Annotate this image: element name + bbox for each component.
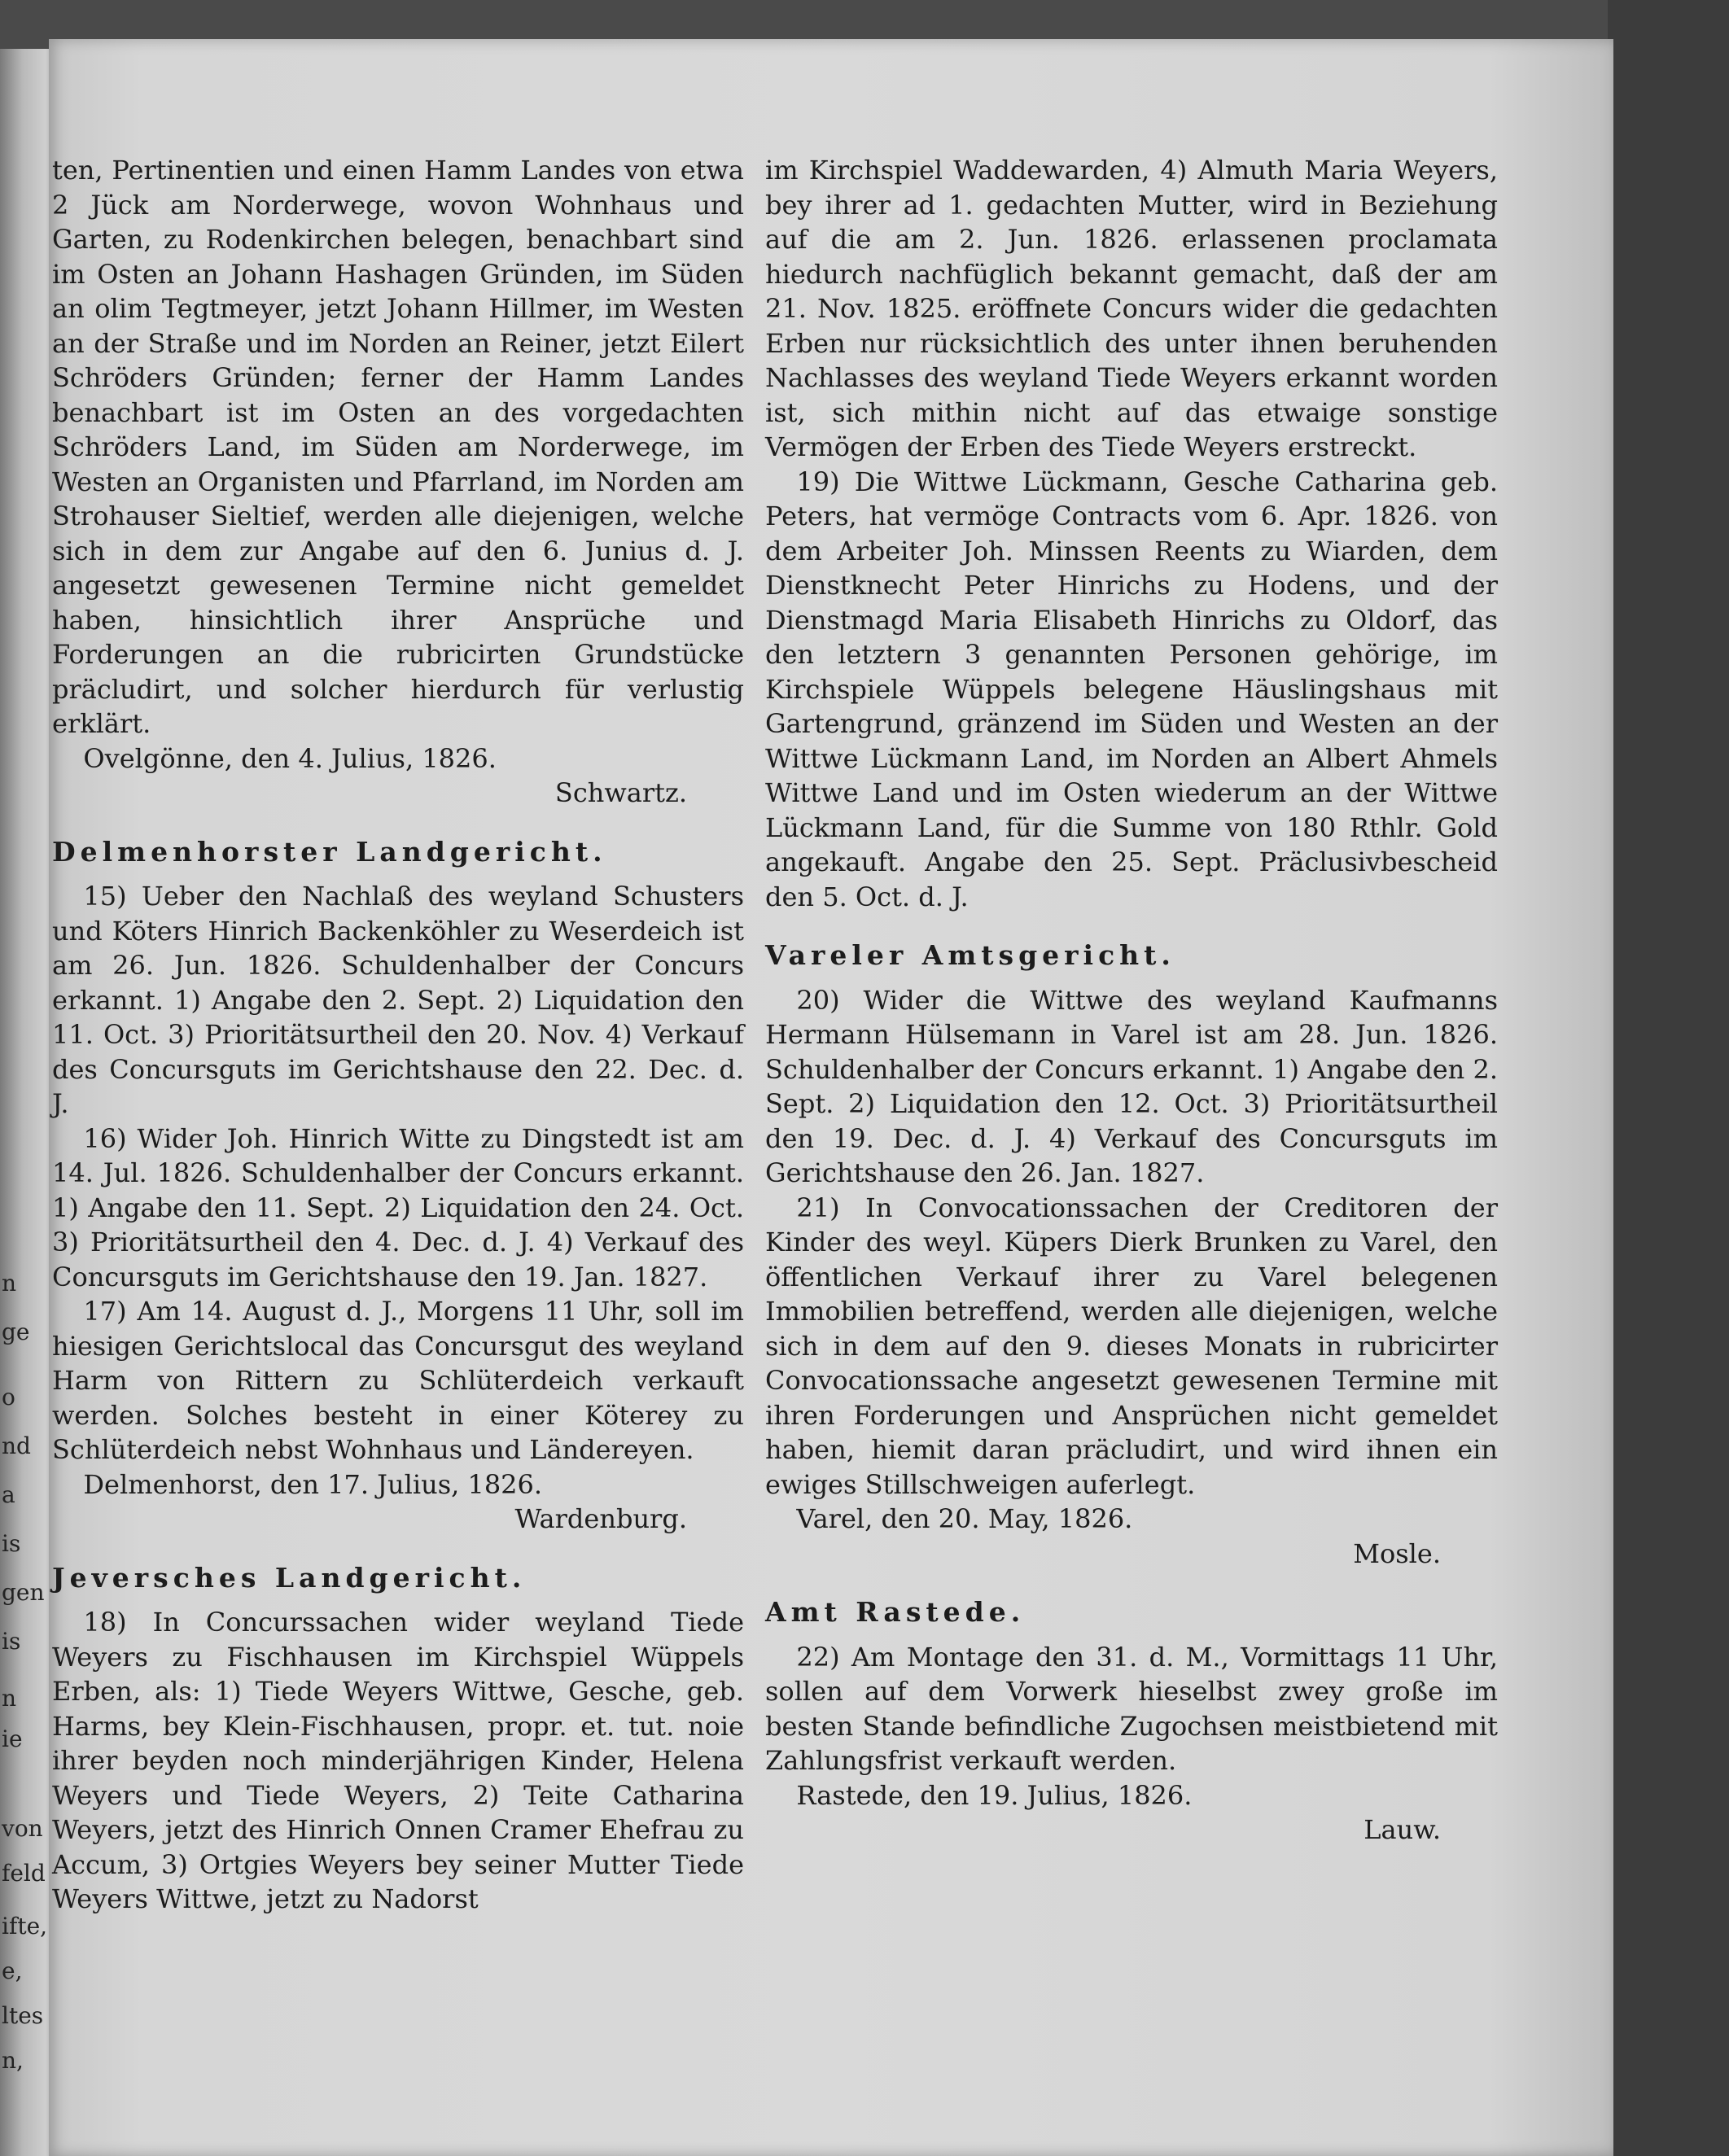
right-column [765, 153, 1498, 1848]
margin-fragment: nd [2, 1432, 31, 1459]
notice-item-19: 19) Die Wittwe Lückmann, Gesche Catharina geb. Peters, hat vermöge Contracts vom 6. Apr. 1826. von dem Arbeiter Joh. Minssen Reents zu Wiarden, dem Dienstknecht Peter Hinrichs zu Hodens, und der Dienstmagd Maria Elisabeth Hinrichs zu Oldorf, das den letztern 3 genannten Personen gehörige, im Kirchspiele Wüppels belegene Häuslingshaus mit Gartengrund, gränzend im Süden und Westen an der Wittwe Lückmann Land, im Norden an Albert Ahmels Wittwe Land und im Osten wiederum an der Wittwe Lückmann Land, für die Summe von 180 Rthlr. Gold angekauft. Angabe den 25. Sept. Präclusivbescheid den 5. Oct. d. J. [765, 466, 1498, 912]
notice-item-21: 21) In Convocationssachen der Creditoren der Kinder des weyl. Küpers Dierk Brunken zu Varel, den öffentlichen Verkauf ihrer zu Varel belegenen Immobilien betreffend, werden alle diejenigen, welche sich in dem auf den 9. dieses Monats in rubricirter Convocationssache angesetzt gewesenen Termine mit ihren Forderungen und Ansprüchen nicht gemeldet haben, hiemit daran präcludirt, und wird ihnen ein ewiges Stillschweigen auferlegt. [765, 1192, 1498, 1500]
margin-fragment: n [2, 1685, 17, 1712]
left-column [52, 153, 744, 1917]
section-heading-varel: Vareler Amtsgericht. [765, 939, 1175, 971]
notice-item-17: 17) Am 14. August d. J., Morgens 11 Uhr, soll im hiesigen Gerichtslocal das Concursgut des weyland Harm von Rittern zu Schlüterdeich verkauft werden. Solches besteht in einer Köterey zu Schlüterdeich nebst Wohnhaus und Ländereyen. [52, 1296, 744, 1465]
signature: Schwartz. [554, 777, 687, 808]
section-heading-rastede: Amt Rastede. [765, 1596, 1026, 1628]
notice-item-20: 20) Wider die Wittwe des weyland Kaufmanns Hermann Hülsemann in Varel ist am 28. Jun. 1826. Schuldenhalber der Concurs erkannt. 1) Angabe den 2. Sept. 2) Liquidation den 12. Oct. 3) Prioritätsurtheil den 19. Dec. d. J. 4) Verkauf des Concursguts im Gerichtshause den 26. Jan. 1827. [765, 984, 1498, 1188]
margin-fragment: ge [2, 1319, 30, 1345]
notice-item-18: 18) In Concurssachen wider weyland Tiede Weyers zu Fischhausen im Kirchspiel Wüppels Erben, als: 1) Tiede Weyers Wittwe, Gesche, geb. Harms, bey Klein-Fischhausen, propr. et. tut. noie ihrer beyden noch minderjährigen Kinder, Helena Weyers und Tiede Weyers, 2) Teite Catharina Weyers, jetzt des Hinrich Onnen Cramer Ehefrau zu Accum, 3) Ortgies Weyers bey seiner Mutter Tiede Weyers Wittwe, jetzt zu Nadorst [52, 1607, 744, 1914]
dateline: Ovelgönne, den 4. Julius, 1826. [83, 742, 497, 774]
margin-fragment: von [2, 1815, 43, 1842]
margin-fragment: is [2, 1530, 21, 1557]
section-heading-jever: Jeversches Landgericht. [52, 1561, 527, 1594]
notice-item-15: 15) Ueber den Nachlaß des weyland Schusters und Köters Hinrich Backenköhler zu Weserdeich ist am 26. Jun. 1826. Schuldenhalber der Concurs erkannt. 1) Angabe den 2. Sept. 2) Liquidation den 11. Oct. 3) Prioritätsurtheil den 20. Nov. 4) Verkauf des Concursguts im Gerichtshause den 22. Dec. d. J. [52, 881, 744, 1119]
dateline: Rastede, den 19. Julius, 1826. [796, 1779, 1193, 1811]
dateline: Varel, den 20. May, 1826. [796, 1503, 1133, 1534]
margin-fragment: ltes [2, 2002, 44, 2029]
dateline: Delmenhorst, den 17. Julius, 1826. [83, 1468, 543, 1500]
margin-fragment: ie [2, 1725, 23, 1752]
margin-fragment: a [2, 1481, 15, 1508]
document-page [49, 39, 1613, 2156]
margin-fragment: feld [2, 1860, 46, 1887]
margin-fragment: gen [2, 1579, 45, 1606]
margin-fragment: n [2, 1270, 17, 1297]
paragraph-continuation: im Kirchspiel Waddewarden, 4) Almuth Maria Weyers, bey ihrer ad 1. gedachten Mutter, wird in Beziehung auf die am 2. Jun. 1826. erlassenen proclamata hiedurch nachfüglich bekannt gemacht, daß der am 21. Nov. 1825. eröffnete Concurs wider die gedachten Erben nur rücksichtlich des unter ihnen beruhenden Nachlasses des weyland Tiede Weyers erkannt worden ist, sich mithin nicht auf das etwaige sonstige Vermögen der Erben des Tiede Weyers erstreckt. [765, 155, 1498, 462]
notice-item-22: 22) Am Montage den 31. d. M., Vormittags 11 Uhr, sollen auf dem Vorwerk hieselbst zwey große im besten Stande befindliche Zugochsen meistbietend mit Zahlungsfrist verkauft werden. [765, 1641, 1498, 1776]
margin-fragment: o [2, 1384, 15, 1410]
section-heading-delmenhorst: Delmenhorster Landgericht. [52, 835, 607, 868]
signature: Wardenburg. [514, 1503, 687, 1534]
margin-fragment: e, [2, 1957, 23, 1984]
signature: Mosle. [1353, 1537, 1441, 1569]
margin-fragment: ifte, [2, 1913, 48, 1940]
signature: Lauw. [1364, 1814, 1441, 1845]
notice-item-16: 16) Wider Joh. Hinrich Witte zu Dingstedt ist am 14. Jul. 1826. Schuldenhalber der Concurs erkannt. 1) Angabe den 11. Sept. 2) Liquidation den 24. Oct. 3) Prioritätsurtheil den 4. Dec. d. J. 4) Verkauf des Concursguts im Gerichtshause den 19. Jan. 1827. [52, 1122, 744, 1292]
scan-background-right [1608, 0, 1729, 2156]
margin-fragment: is [2, 1628, 21, 1655]
margin-fragment: n, [2, 2047, 24, 2074]
paragraph-continuation: ten, Pertinentien und einen Hamm Landes von etwa 2 Jück am Norderwege, wovon Wohnhaus und Garten, zu Rodenkirchen belegen, benachbart sind im Osten an Johann Hashagen Gründen, im Süden an olim Tegtmeyer, jetzt Johann Hillmer, im Westen an der Straße und im Norden an Reiner, jetzt Eilert Schröders Gründen; ferner der Hamm Landes benachbart ist im Osten an des vorgedachten Schröders Land, im Süden am Norderwege, im Westen an Organisten und Pfarrland, im Norden am Strohauser Sieltief, werden alle diejenigen, welche sich in dem zur Angabe auf den 6. Junius d. J. angesetzt gewesenen Termine nicht gemeldet haben, hinsichtlich ihrer Ansprüche und Forderungen an die rubricirten Grundstücke präcludirt, und solcher hierdurch für verlustig erklärt. [52, 155, 744, 739]
